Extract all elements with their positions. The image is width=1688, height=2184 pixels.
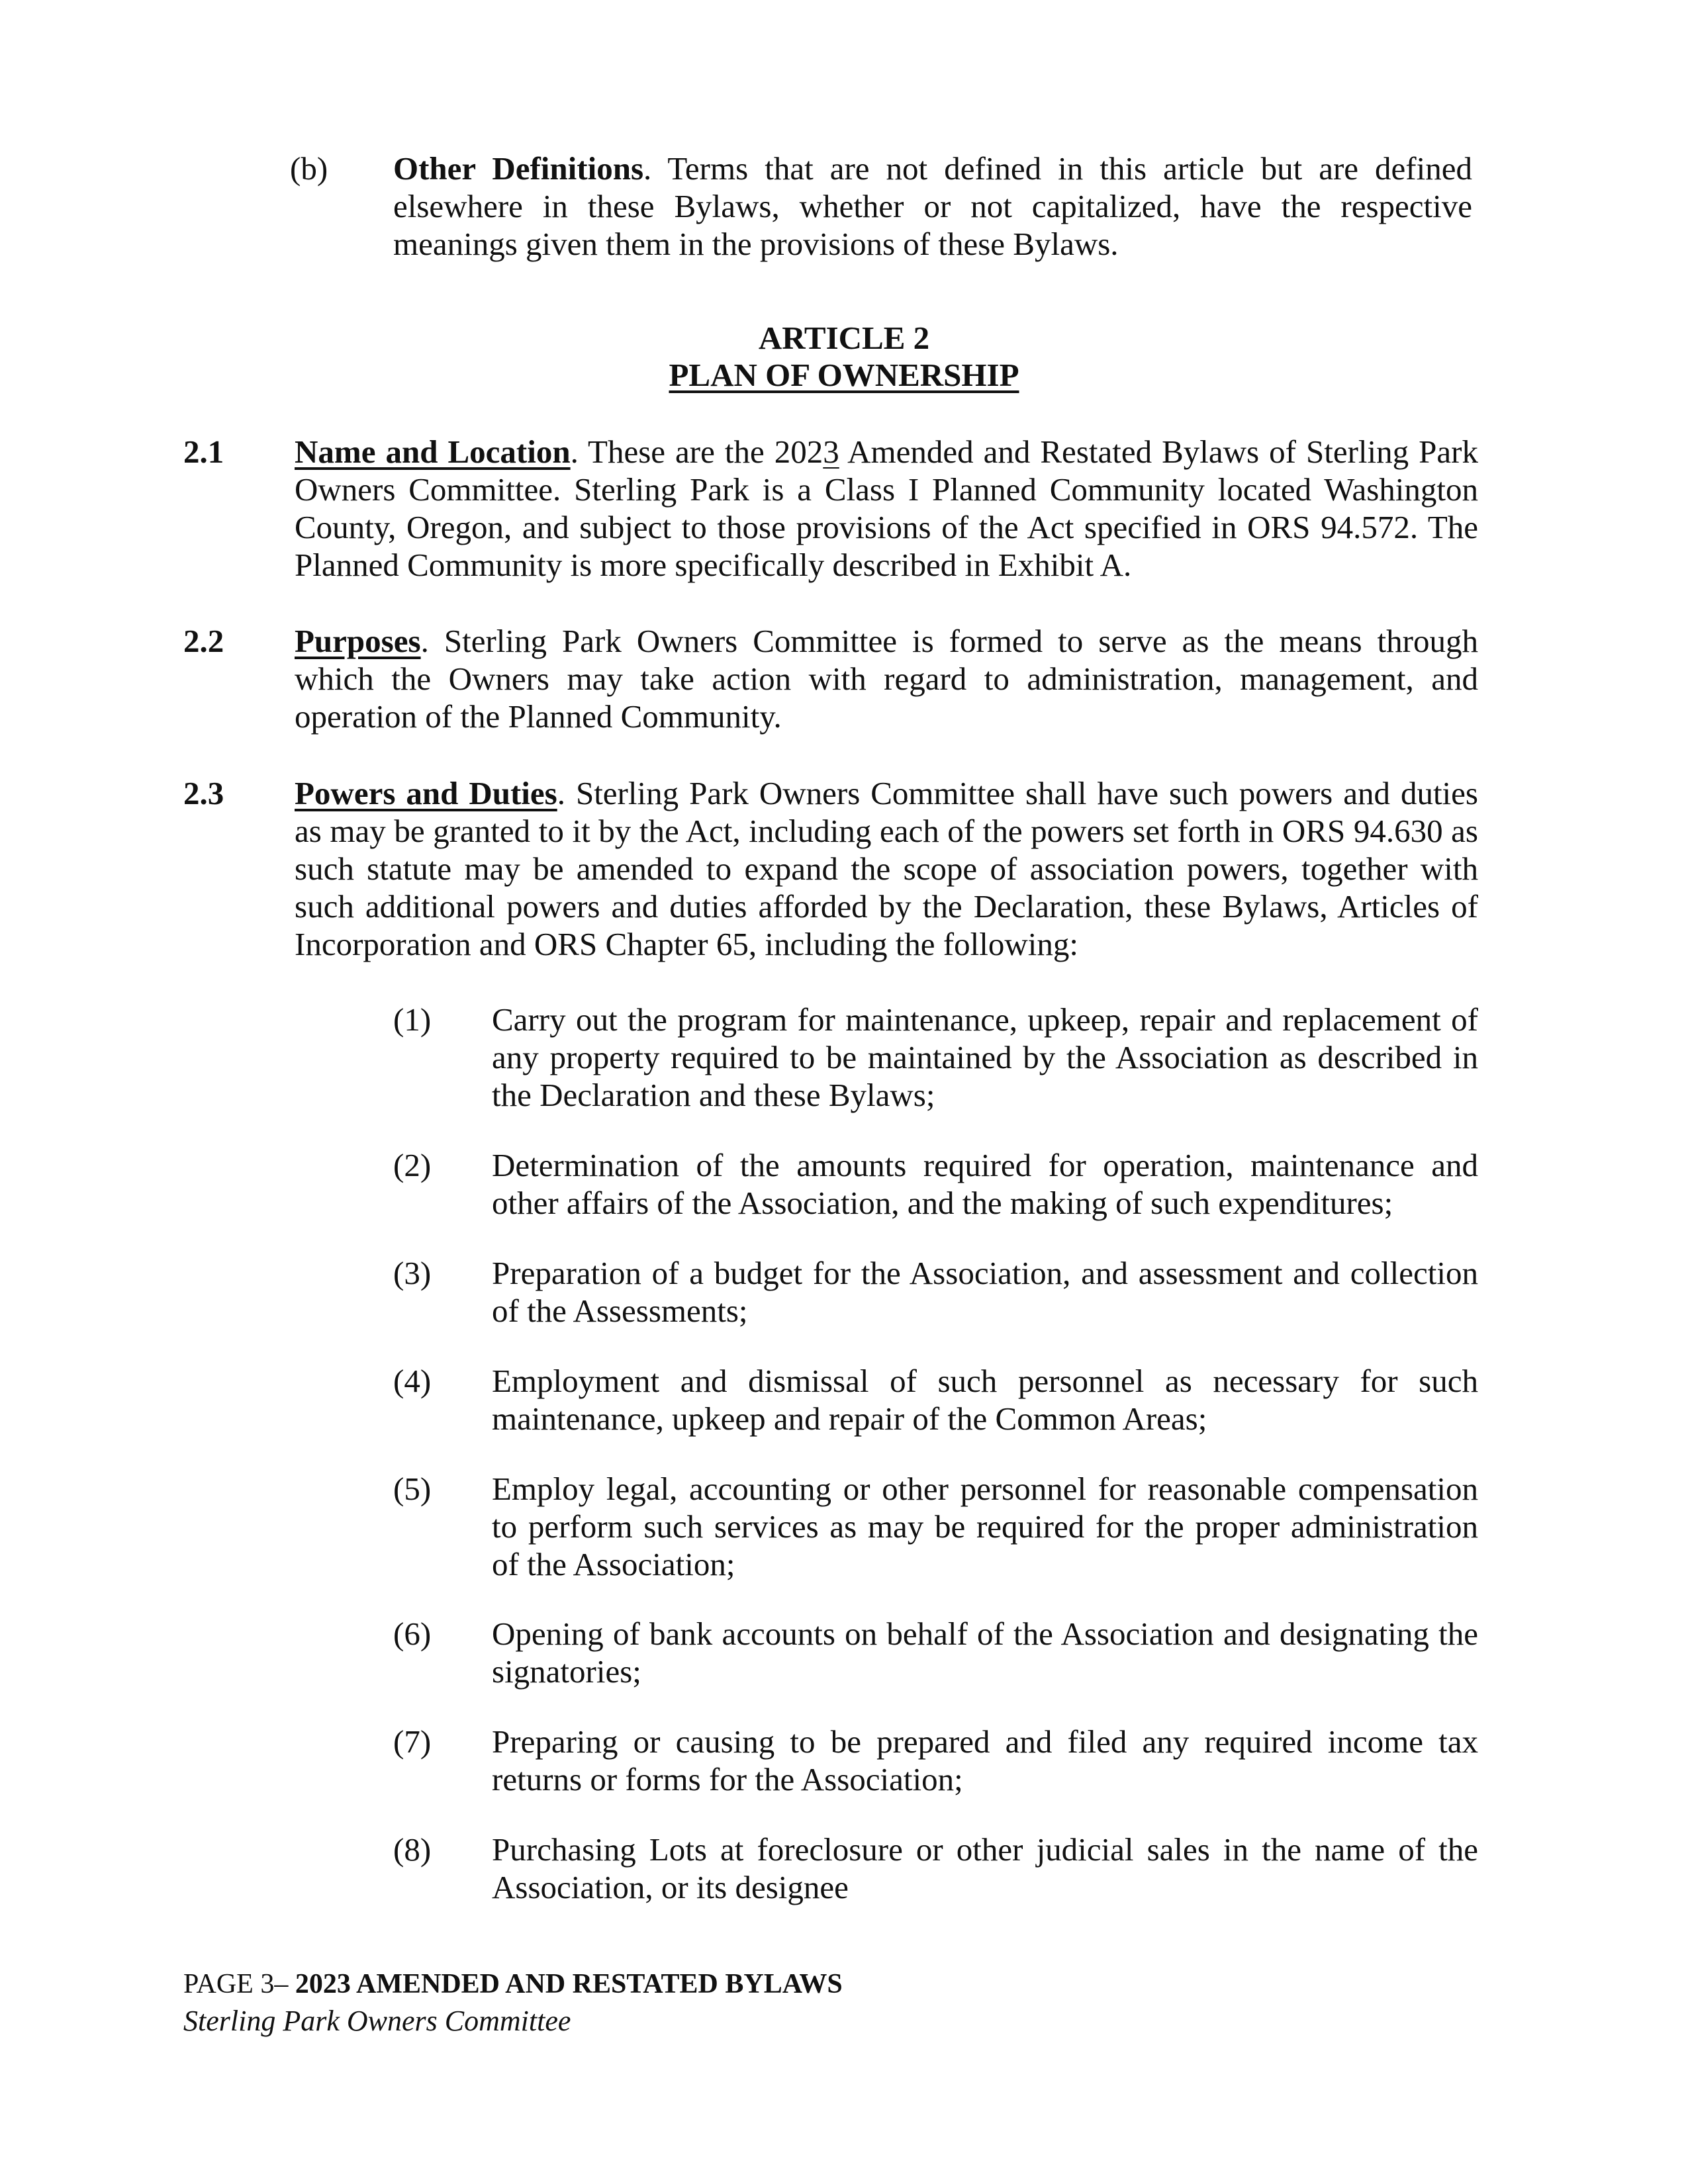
list-item-label: (5) <box>393 1471 432 1507</box>
list-item: Carry out the program for maintenance, upkeep, repair and replacement of any property required to be maintained by the Association as described in the Declaration and these Bylaws; <box>492 1001 1478 1113</box>
section-2-2-paragraph <box>295 622 1478 735</box>
list-item-label: (6) <box>393 1615 432 1652</box>
section-text: . These are the 202 <box>570 433 823 470</box>
list-item: Employment and dismissal of such personnel as necessary for such maintenance, upkeep and repair of the Common Areas; <box>492 1363 1478 1437</box>
list-item-label: (3) <box>393 1255 432 1291</box>
article-title-wrap <box>0 356 1688 394</box>
list-item: Determination of the amounts required for operation, maintenance and other affairs of the Association, and the making of such expenditures; <box>492 1147 1478 1221</box>
footer-org: Sterling Park Owners Committee <box>183 2005 571 2037</box>
article-title: PLAN OF OWNERSHIP <box>669 357 1019 393</box>
section-heading: Name and Location <box>295 433 571 470</box>
section-heading: Powers and Duties <box>295 775 557 811</box>
section-text: Amended and Restated Bylaws of Sterling Park Owners Committee. Sterling Park is a Class I Planned Community located Washington County, Oregon, and subject to those provisions of the Act specified in ORS 94.572. The Planned Community is more specifically described in Exhibit A. <box>295 433 1478 583</box>
footer-page-label: PAGE 3– <box>183 1969 289 1999</box>
list-item-label: (2) <box>393 1147 432 1183</box>
section-number: 2.1 <box>183 433 224 470</box>
list-item-label: (7) <box>393 1723 432 1760</box>
page-footer <box>183 1968 843 2000</box>
section-number: 2.3 <box>183 775 224 811</box>
article-number: ARTICLE 2 <box>758 320 930 356</box>
list-item: Preparing or causing to be prepared and filed any required income tax returns or forms for the Association; <box>492 1723 1478 1797</box>
list-item: Employ legal, accounting or other personnel for reasonable compensation to perform such services as may be required for the proper administration of the Association; <box>492 1471 1478 1582</box>
list-item-label: (8) <box>393 1831 432 1868</box>
list-item-label: (4) <box>393 1363 432 1399</box>
list-item: Purchasing Lots at foreclosure or other judicial sales in the name of the Association, or its designee <box>492 1831 1478 1905</box>
item-b-text: . Terms that are not defined in this article but are defined elsewhere in these Bylaws, whether or not capitalized, have the respective meanings given them in the provisions of these Bylaws. <box>393 150 1472 262</box>
section-underlined-digit: 3 <box>823 433 839 470</box>
item-b-label: (b) <box>290 150 328 187</box>
item-b-heading: Other Definitions <box>393 150 644 187</box>
item-b-paragraph <box>393 150 1472 263</box>
footer-doc-title: 2023 AMENDED AND RESTATED BYLAWS <box>288 1969 843 1999</box>
section-number: 2.2 <box>183 623 224 659</box>
section-heading: Purposes <box>295 623 421 659</box>
list-item: Preparation of a budget for the Association, and assessment and collection of the Assessments; <box>492 1255 1478 1329</box>
section-2-3-paragraph <box>295 774 1478 963</box>
section-text: . Sterling Park Owners Committee is formed to serve as the means through which the Owners may take action with regard to administration, management, and operation of the Planned Community. <box>295 623 1478 735</box>
section-text: . Sterling Park Owners Committee shall have such powers and duties as may be granted to it by the Act, including each of the powers set forth in ORS 94.630 as such statute may be amended to expand the scope of association powers, together with such additional powers and duties afforded by the Declaration, these Bylaws, Articles of Incorporation and ORS Chapter 65, including the following: <box>295 775 1478 962</box>
section-2-1-paragraph <box>295 433 1478 584</box>
list-item-label: (1) <box>393 1001 432 1038</box>
list-item: Opening of bank accounts on behalf of the Association and designating the signatories; <box>492 1615 1478 1690</box>
